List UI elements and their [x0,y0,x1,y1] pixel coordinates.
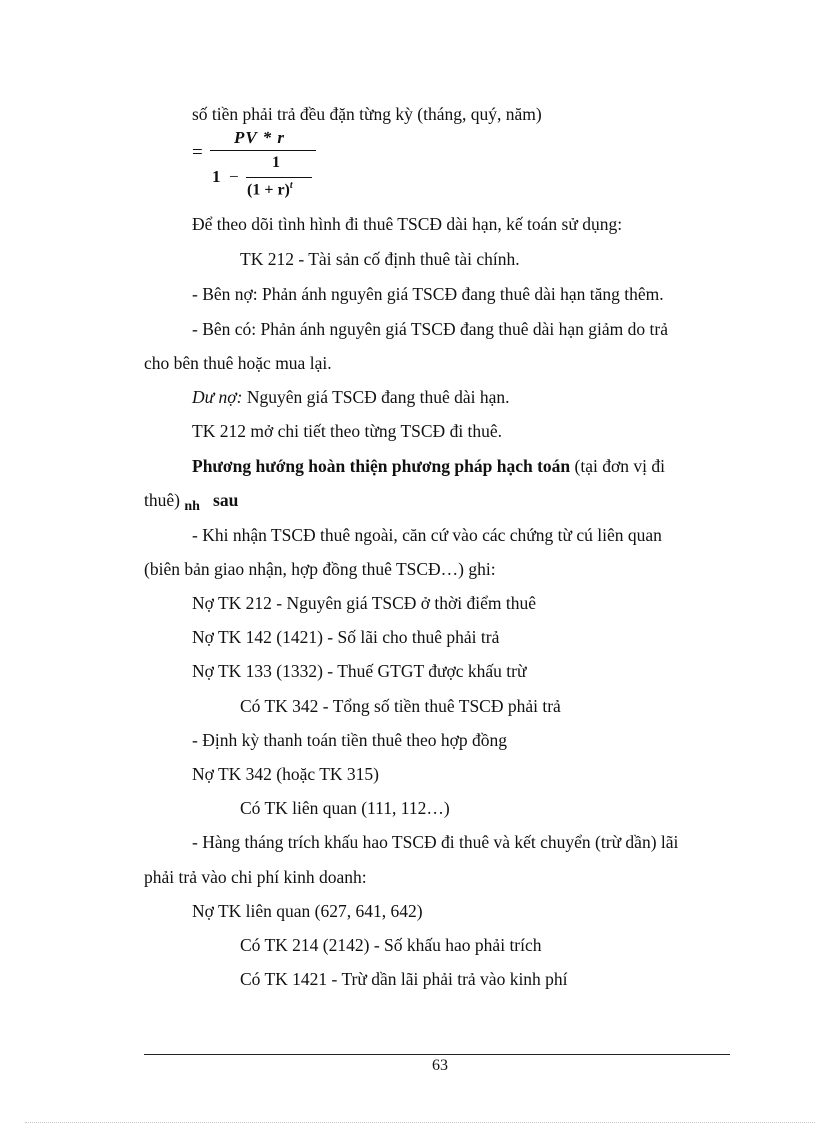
formula-equals: = [192,142,203,163]
du-no-line [192,386,509,408]
formula-inner-fraction-bar [246,177,312,178]
entry-line: Có TK liên quan (111, 112…) [240,798,450,818]
section-heading-line2 [144,489,238,514]
intro-line: số tiền phải trả đều đặn từng kỳ (tháng, quý, năm) [192,104,542,124]
du-no-text: Nguyên giá TSCĐ đang thuê dài hạn. [242,387,510,407]
heading-prefix: thuê) [144,490,180,510]
formula-exponent: t [289,180,293,191]
entry-line: Nợ TK liên quan (627, 641, 642) [192,901,423,921]
annuity-formula [192,128,322,203]
formula-inner-numerator: 1 [272,154,280,171]
formula-denominator-one: 1 [212,167,221,186]
entry-line: Nợ TK 342 (hoặc TK 315) [192,764,379,784]
du-no-label: Dư nợ: [192,387,243,407]
paragraph-line: cho bên thuê hoặc mua lại. [144,353,332,373]
formula-inner-denominator [247,180,293,199]
heading-sau: sau [213,490,239,510]
entry-line: Nợ TK 133 (1332) - Thuế GTGT được khấu trừ [192,661,527,681]
entry-line: Có TK 342 - Tổng số tiền thuê TSCĐ phải trả [240,696,561,716]
page-number: 63 [432,1057,448,1074]
paragraph-line: - Bên nợ: Phản ánh nguyên giá TSCĐ đang thuê dài hạn tăng thêm. [192,284,664,304]
entry-line: Nợ TK 212 - Nguyên giá TSCĐ ở thời điểm thuê [192,593,537,613]
section-heading [192,455,665,477]
formula-minus: − [229,167,239,186]
entry-line: Có TK 214 (2142) - Số khấu hao phải trích [240,935,542,955]
section-heading-rest: (tại đơn vị đi [570,456,665,476]
entry-line: Có TK 1421 - Trừ dần lãi phải trả vào kinh phí [240,969,568,989]
paragraph-line: TK 212 - Tài sản cố định thuê tài chính. [240,249,520,269]
paragraph-line: phải trả vào chi phí kinh doanh: [144,867,367,887]
formula-numerator: PV * r [234,128,286,147]
paragraph-line: Để theo dõi tình hình đi thuê TSCĐ dài hạn, kế toán sử dụng: [192,214,623,234]
paragraph-line: - Định kỳ thanh toán tiền thuê theo hợp đồng [192,730,507,750]
paragraph-line: - Hàng tháng trích khấu hao TSCĐ đi thuê và kết chuyển (trừ dần) lãi [192,832,679,852]
paragraph-line: - Bên có: Phản ánh nguyên giá TSCĐ đang thuê dài hạn giảm do trả [192,319,668,339]
paragraph-line: TK 212 mở chi tiết theo từng TSCĐ đi thuê. [192,421,503,441]
footer-rule [144,1054,730,1055]
heading-nh: nh [184,499,200,514]
paragraph-line: (biên bản giao nhận, hợp đồng thuê TSCĐ…) ghi: [144,559,496,579]
section-heading-bold: Phương hướng hoàn thiện phương pháp hạch toán [192,456,571,476]
formula-inner-base: (1 + r) [247,181,290,199]
paragraph-line: - Khi nhận TSCĐ thuê ngoài, căn cứ vào các chứng từ cú liên quan [192,525,662,545]
formula-main-fraction-bar [210,150,316,151]
entry-line: Nợ TK 142 (1421) - Số lãi cho thuê phải trả [192,627,500,647]
